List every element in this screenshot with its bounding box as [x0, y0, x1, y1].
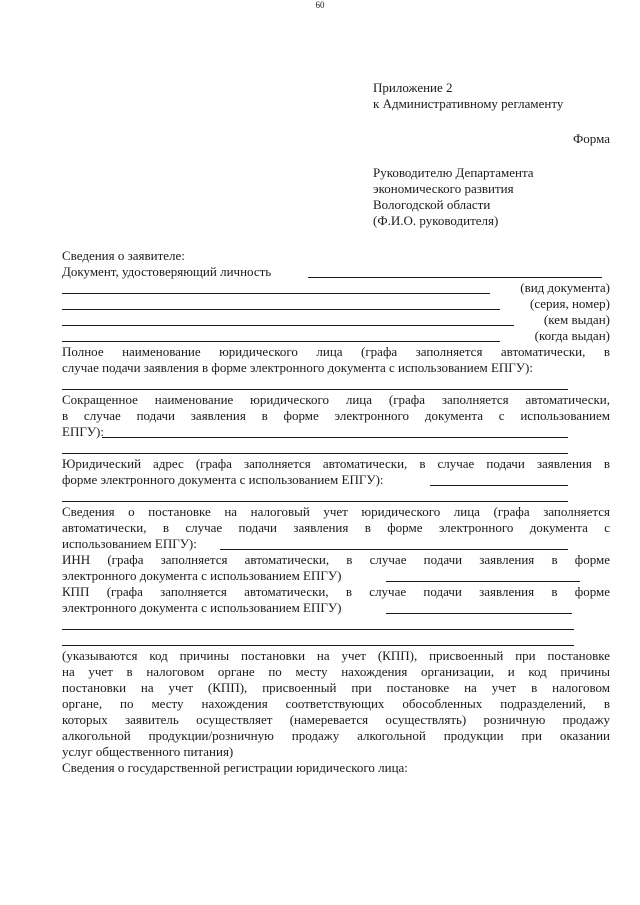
kpp-field-extra-2[interactable]	[62, 645, 574, 646]
note-line: услуг общественного питания)	[62, 744, 234, 759]
full-name-field[interactable]	[62, 389, 568, 390]
doc-type-field[interactable]	[62, 293, 490, 294]
note-line: органе, по месту нахождения соответствующих обособленных подразделений, в	[62, 696, 610, 711]
issued-when-row	[62, 328, 610, 344]
address-row-extra	[62, 488, 610, 504]
series-field[interactable]	[62, 309, 500, 310]
full-name-line: Полное наименование юридического лица (графа заполняется автоматически, в	[62, 344, 610, 359]
note-line: (указываются код причины постановки на учет (КПП), присвоенный при постановке	[62, 648, 610, 663]
form-label: Форма	[573, 131, 610, 146]
tax-line: автоматически, в случае подачи заявления в форме электронного документа с	[62, 520, 610, 535]
doc-type-row	[62, 280, 610, 296]
kpp-field[interactable]	[386, 613, 572, 614]
note-line: постановки на учет (КПП), присвоенный при постановке на учет в налоговом	[62, 680, 610, 695]
annex-line: к Административному регламенту	[373, 96, 564, 111]
short-name-row: ЕПГУ):	[62, 424, 610, 440]
issued-when-label: (когда выдан)	[534, 328, 610, 343]
tax-field[interactable]	[220, 549, 568, 550]
inn-line: ИНН (графа заполняется автоматически, в случае подачи заявления в форме	[62, 552, 610, 567]
short-name-line: Сокращенное наименование юридического лица (графа заполняется автоматически,	[62, 392, 610, 407]
full-name-row	[62, 376, 610, 392]
address-line: Юридический адрес (графа заполняется автоматически, в случае подачи заявления в	[62, 456, 610, 471]
note-line: на учет в налоговом органе по месту нахождения организации, и код причины	[62, 664, 610, 679]
short-name-row-extra	[62, 440, 610, 456]
annex-line: Приложение 2	[373, 80, 453, 95]
registration-heading: Сведения о государственной регистрации юридического лица:	[62, 760, 408, 775]
short-name-field-extra[interactable]	[62, 453, 568, 454]
kpp-line: КПП (графа заполняется автоматически, в случае подачи заявления в форме	[62, 584, 610, 599]
addressee-line: экономического развития	[373, 181, 514, 196]
id-document-field[interactable]	[308, 277, 602, 278]
short-name-field[interactable]	[102, 437, 568, 438]
applicant-heading: Сведения о заявителе:	[62, 248, 185, 263]
addressee-line: Вологодской области	[373, 197, 491, 212]
address-row: форме электронного документа с использованием ЕПГУ):	[62, 472, 610, 488]
short-name-line: в случае подачи заявления в форме электронного документа с использованием	[62, 408, 610, 423]
addressee-line: Руководителю Департамента	[373, 165, 534, 180]
series-label: (серия, номер)	[530, 296, 610, 311]
full-name-line: случае подачи заявления в форме электронного документа с использованием ЕПГУ):	[62, 360, 533, 375]
series-row	[62, 296, 610, 312]
id-document-label: Документ, удостоверяющий личность	[62, 264, 272, 279]
id-document-row	[62, 264, 610, 280]
kpp-row-extra	[62, 632, 610, 648]
tax-row: использованием ЕПГУ):	[62, 536, 610, 552]
issued-when-field[interactable]	[62, 341, 500, 342]
note-line: алкогольной продукции/розничную продажу алкогольной продукции при оказании	[62, 728, 610, 743]
inn-field[interactable]	[386, 581, 580, 582]
issued-by-field[interactable]	[62, 325, 514, 326]
addressee-line: (Ф.И.О. руководителя)	[373, 213, 499, 228]
page-number: 60	[315, 0, 325, 10]
issued-by-label: (кем выдан)	[543, 312, 610, 327]
issued-by-row	[62, 312, 610, 328]
annex-reference	[373, 80, 563, 112]
address-field-extra[interactable]	[62, 501, 568, 502]
note-line: которых заявитель осуществляет (намеревается осуществлять) розничную продажу	[62, 712, 610, 727]
form-body	[62, 248, 610, 776]
tax-line: Сведения о постановке на налоговый учет юридического лица (графа заполняется	[62, 504, 610, 519]
doc-type-label: (вид документа)	[520, 280, 610, 295]
inn-row: электронного документа с использованием ЕПГУ)	[62, 568, 610, 584]
kpp-field-extra[interactable]	[62, 629, 574, 630]
kpp-row: электронного документа с использованием ЕПГУ)	[62, 600, 610, 616]
kpp-row-extra	[62, 616, 610, 632]
address-field[interactable]	[430, 485, 568, 486]
addressee-block	[373, 165, 534, 229]
